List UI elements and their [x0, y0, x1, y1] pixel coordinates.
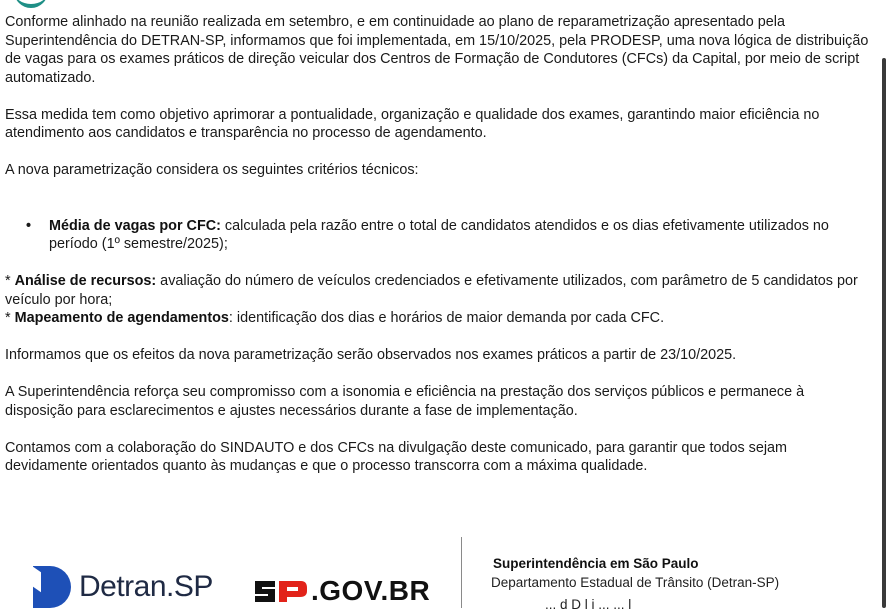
footer-divider [461, 537, 462, 608]
detran-logo-text: Detran.SP [79, 570, 213, 603]
paragraph-intro: Conforme alinhado na reunião realizada em setembro, e em continuidade ao plano de reparametrização apresentado pela Superintendência do DETRAN-SP, informamos que foi implementada, em 15/10/2025, pela PRODESP, uma nova lógica de distribuição de vagas para os exames práticos de direção veicular dos Centros de Formação de Condutores (CFCs) da Capital, por meio de script automatizado. [5, 14, 869, 86]
paragraph-commitment: A Superintendência reforça seu compromisso com a isonomia e eficiência na prestação dos serviços públicos e permanece à disposição para esclarecimentos e ajustes necessários durante a fase de implementação. [5, 384, 805, 419]
scrollbar[interactable] [882, 58, 886, 608]
criterion-text: calculada pela razão entre o total de candidatos atendidos e os dias efetivamente utilizados no período (1º semestre/2025); [49, 217, 829, 252]
criterion-title: Mapeamento de agendamentos [14, 310, 229, 326]
document-footer [0, 530, 886, 612]
org-name: Superintendência em São Paulo [493, 556, 699, 571]
paragraph-objective: Essa medida tem como objetivo aprimorar a pontualidade, organização e qualidade dos exames, garantindo maior eficiência no atendimento aos candidatos e transparência no processo de agendamento. [5, 106, 820, 141]
detran-sp-logo [33, 565, 233, 609]
org-department: Departamento Estadual de Trânsito (Detran-SP) [491, 575, 780, 590]
criterion-text: : identificação dos dias e horários de maior demanda por cada CFC. [228, 310, 665, 326]
paragraph-collaboration: Contamos com a colaboração do SINDAUTO e dos CFCs na divulgação deste comunicado, para garantir que todos sejam devidamente orientados quanto às mudanças e que o processo transcorra com a máxima qualidade. [5, 439, 788, 474]
detran-mark-icon [33, 566, 71, 608]
bullet-icon: • [26, 217, 32, 234]
sp-gov-br-text: .GOV.BR [311, 575, 431, 606]
org-extra-line: ... d D l i ... ... l [545, 597, 632, 612]
top-decoration-arc [14, 0, 48, 8]
paragraph-criteria-intro: A nova parametrização considera os seguintes critérios técnicos: [5, 162, 419, 178]
criterion-title: Análise de recursos: [14, 273, 157, 289]
criterion-title: Média de vagas por CFC: [49, 217, 221, 234]
criterion-text: avaliação do número de veículos credenciados e efetivamente utilizados, com parâmetro de 5 candidatos por veículo por hora; [5, 273, 858, 308]
list-item-analise-recursos: * Análise de recursos: avaliação do número de veículos credenciados e efetivamente utilizados, com parâmetro de 5 candidatos por veículo por hora; [5, 273, 858, 308]
sp-gov-br-logo [253, 574, 443, 610]
list-item-media-vagas [5, 217, 871, 254]
list-item-mapeamento: * Mapeamento de agendamentos: identificação dos dias e horários de maior demanda por cada CFC. [5, 310, 665, 326]
paragraph-effective-date: Informamos que os efeitos da nova parametrização serão observados nos exames práticos a partir de 23/10/2025. [5, 347, 737, 363]
document-body [5, 13, 871, 476]
sp-mark-icon [253, 578, 309, 604]
